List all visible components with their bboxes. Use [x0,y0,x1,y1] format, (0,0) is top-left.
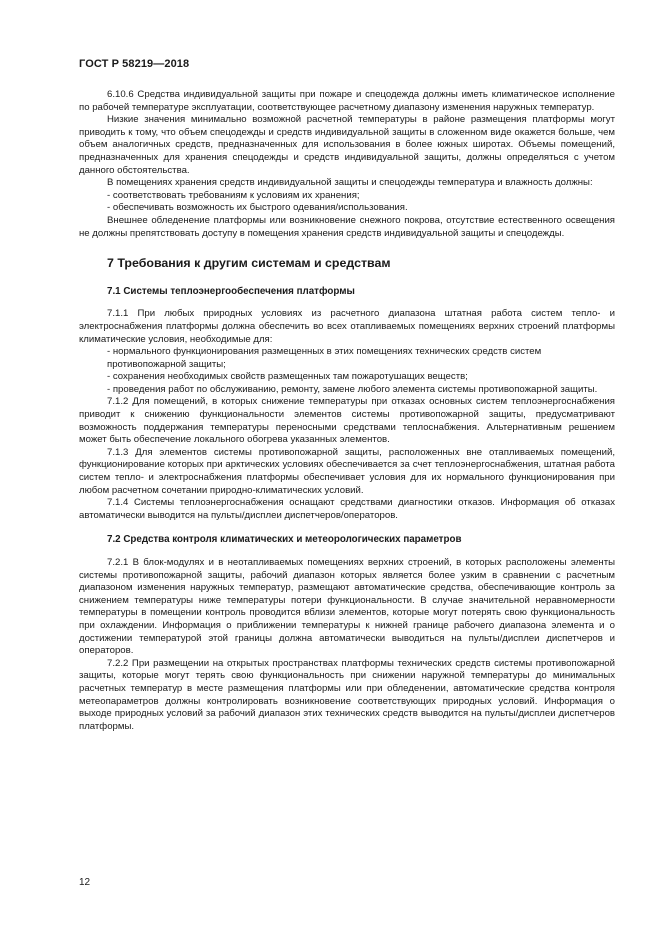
paragraph-7-1-2: 7.1.2 Для помещений, в которых снижение температуры при отказах основных систем теплоэнергоснабжения приводит к снижению функциональности элементов системы противопожарной защиты, предусматривают возможность поддержания температуры переносными средствами теплоснабжения. Альтернативным решением может быть обеспечение локального обогрева указанных элементов. [79,396,615,446]
list-item: - нормального функционирования размещенных в этих помещениях технических средств систем противопожарной защиты; [107,346,542,370]
paragraph-7-1-3: 7.1.3 Для элементов системы противопожарной защиты, расположенных вне отапливаемых помещений, функционирование которых при арктических условиях обеспечивается за счет теплоэнергоснабжения, штатная работа систем тепло- и электроснабжения платформы обеспечивает условия для их нормального функционирования при любом расчетном сочетании природно-климатических условий. [79,446,615,496]
list-item: - проведения работ по обслуживанию, ремонту, замене любого элемента системы противопожарной защиты. [107,383,598,395]
subsection-heading-7-2: 7.2 Средства контроля климатических и метеорологических параметров [107,534,462,546]
paragraph: Внешнее обледенение платформы или возникновение снежного покрова, отсутствие естественного освещения не должны препятствовать доступу в помещения хранения средств индивидуальной защиты и спецодежды. [79,214,615,239]
list-item: - соответствовать требованиям к условиям их хранения; [107,189,360,201]
paragraph-7-1-1: 7.1.1 При любых природных условиях из расчетного диапазона штатная работа систем тепло- и электроснабжения платформы должна обеспечить во всех отапливаемых помещениях верхних строений платформы климатические условия, необходимые для: [79,308,615,345]
subsection-heading-7-1: 7.1 Системы теплоэнергообеспечения платформы [107,285,355,297]
paragraph: Низкие значения минимально возможной расчетной температуры в районе размещения платформы могут приводить к тому, что объем спецодежды и средств индивидуальной защиты в сложенном виде окажется больше, чем объем аналогичных средств, предназначенных для использования в более южных широтах. Объемы помещений, предназначенных для хранения спецодежды и средств индивидуальной защиты, должны определяться с учетом данного обстоятельства. [79,114,615,176]
list-item: - сохранения необходимых свойств размещенных там пожаротушащих веществ; [107,371,468,383]
section-heading-7: 7 Требования к другим системам и средствам [107,256,391,271]
paragraph-7-2-2: 7.2.2 При размещении на открытых пространствах платформы технических средств системы противопожарной защиты, которые могут терять свою функциональность при снижении наружной температуры до минимальных расчетных температур в месте размещения платформы или при обледенении, автоматические средства контроля метеопараметров должны контролировать возникновение соответствующих природных условий. Информация о выходе природных условий за рабочий диапазон этих технических средств выводится на пульты/дисплеи диспетчеров платформы. [79,657,615,732]
list-item: - обеспечивать возможность их быстрого одевания/использования. [107,202,408,214]
document-header: ГОСТ Р 58219—2018 [79,58,190,70]
paragraph-6-10-6: 6.10.6 Средства индивидуальной защиты при пожаре и спецодежда должны иметь климатическое исполнение по рабочей температуре эксплуатации, соответствующее расчетному диапазону изменения наружных температур. [79,89,615,113]
page-body [79,89,615,733]
paragraph: В помещениях хранения средств индивидуальной защиты и спецодежды температура и влажность должны: [107,177,593,189]
paragraph-7-2-1: 7.2.1 В блок-модулях и в неотапливаемых помещениях верхних строений, в которых расположены элементы системы противопожарной защиты, рабочий диапазон которых является более узким в сравнении с расчетным диапазоном изменения наружных температур, размещают автоматические средства, обеспечивающие контроль за снижением температуры ниже температуры потери функциональности. В случае значительной неравномерности температуры в помещении контроль проводится вблизи элементов, которые могут потерять свою функциональность при охлаждении. Информация о приближении температуры к нижней границе рабочего диапазона элемента и о достижении температурой этой границы должна автоматически выводиться на пульты/дисплеи диспетчеров и операторов. [79,557,615,657]
paragraph-7-1-4: 7.1.4 Системы теплоэнергоснабжения оснащают средствами диагностики отказов. Информация об отказах автоматически выводится на пульты/дисплеи диспетчеров/операторов. [79,497,615,521]
page-number: 12 [79,877,91,888]
